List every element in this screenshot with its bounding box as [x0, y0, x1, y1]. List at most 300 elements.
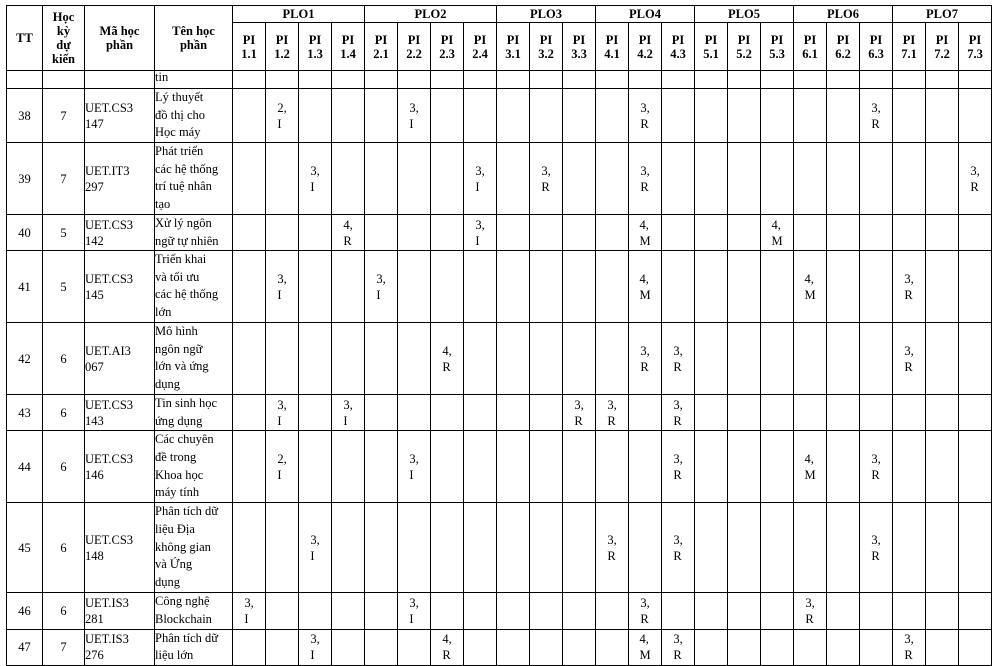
pi-cell — [926, 323, 959, 395]
pi-level-line: 3, — [640, 163, 650, 178]
pi-cell — [398, 503, 431, 593]
pi-level-line: 4, — [343, 217, 353, 232]
pi-cell — [233, 593, 266, 629]
pi-cell — [563, 593, 596, 629]
plo-header-5 — [695, 6, 794, 23]
pi-cell — [596, 395, 629, 431]
pi-header-line: 5.1 — [703, 46, 719, 61]
pi-cell — [860, 71, 893, 89]
course-name-cell — [155, 629, 233, 665]
pi-level-line: 3, — [244, 595, 254, 610]
pi-cell — [959, 629, 992, 665]
pi-cell — [530, 71, 563, 89]
course-name-line: Blockchain — [155, 611, 212, 626]
pi-level-value — [244, 595, 253, 627]
pi-cell — [398, 431, 431, 503]
table-header — [7, 6, 992, 71]
row-number: 45 — [18, 540, 31, 555]
pi-level-line: R — [673, 359, 682, 374]
pi-header — [860, 23, 893, 71]
pi-cell — [629, 323, 662, 395]
pi-header-line: PI — [869, 32, 883, 47]
pi-cell — [299, 143, 332, 215]
pi-cell — [629, 71, 662, 89]
course-code-line: UET.AI3 — [85, 343, 131, 358]
pi-header — [332, 23, 365, 71]
pi-level-value — [409, 451, 418, 483]
col-header-semester — [43, 6, 85, 71]
pi-cell — [893, 251, 926, 323]
semester-cell — [43, 593, 85, 629]
pi-cell — [629, 629, 662, 665]
pi-cell — [398, 251, 431, 323]
pi-cell — [431, 431, 464, 503]
row-number-cell — [7, 629, 43, 665]
semester-value: 6 — [60, 603, 67, 618]
row-number-cell — [7, 89, 43, 143]
pi-cell — [959, 251, 992, 323]
pi-cell — [497, 431, 530, 503]
pi-level-value — [771, 217, 782, 249]
course-name-line: liệu lớn — [155, 648, 194, 663]
pi-cell — [860, 251, 893, 323]
row-number: 39 — [18, 171, 31, 186]
pi-cell — [662, 503, 695, 593]
course-name-line: Lý thuyết — [155, 90, 204, 104]
pi-level-value — [904, 343, 913, 375]
plo-header-7 — [893, 6, 992, 23]
row-number-cell — [7, 593, 43, 629]
pi-cell — [497, 89, 530, 143]
row-number-cell — [7, 395, 43, 431]
pi-header-line: PI — [506, 32, 520, 47]
pi-cell — [827, 89, 860, 143]
pi-cell — [398, 143, 431, 215]
pi-cell — [464, 323, 497, 395]
pi-cell — [926, 503, 959, 593]
pi-level-line: 4, — [771, 217, 781, 232]
pi-header — [563, 23, 596, 71]
pi-cell — [233, 395, 266, 431]
pi-cell — [563, 395, 596, 431]
course-name-line: Các chuyên — [155, 432, 214, 447]
pi-cell — [332, 395, 365, 431]
pi-cell — [959, 431, 992, 503]
pi-level-value — [673, 631, 682, 663]
pi-cell — [662, 71, 695, 89]
col-header-tt-label: TT — [16, 31, 33, 45]
pi-cell — [431, 593, 464, 629]
pi-level-value — [607, 532, 616, 564]
pi-cell — [365, 395, 398, 431]
pi-level-value — [673, 451, 682, 483]
semester-value: 6 — [60, 351, 67, 366]
pi-cell — [761, 629, 794, 665]
pi-cell — [497, 143, 530, 215]
course-name-line: và Ứng — [155, 557, 193, 572]
pi-level-line: 3, — [904, 632, 914, 647]
pi-cell — [629, 89, 662, 143]
course-name-cell — [155, 251, 233, 323]
course-name-line: đề trong — [155, 449, 197, 464]
pi-level-line: R — [904, 359, 913, 374]
pi-header — [761, 23, 794, 71]
pi-header — [893, 23, 926, 71]
table-row — [7, 431, 992, 503]
pi-cell — [497, 71, 530, 89]
course-code-cell — [85, 215, 155, 251]
pi-cell — [728, 71, 761, 89]
semester-cell — [43, 503, 85, 593]
course-code-line: UET.CS3 — [85, 217, 134, 232]
semester-value: 5 — [60, 225, 67, 240]
course-name-line: Học máy — [155, 125, 201, 140]
course-name-line: Phân tích dữ — [155, 630, 219, 645]
course-name-line: và tối ưu — [155, 269, 200, 284]
pi-level-value — [442, 343, 451, 375]
pi-level-value — [310, 163, 319, 195]
pi-cell — [530, 215, 563, 251]
pi-cell — [728, 323, 761, 395]
pi-cell — [926, 71, 959, 89]
pi-header — [662, 23, 695, 71]
pi-cell — [893, 503, 926, 593]
pi-level-line: R — [904, 287, 913, 302]
pi-level-line: 2, — [277, 100, 287, 115]
pi-header-line: 3.3 — [571, 46, 587, 61]
semester-cell — [43, 395, 85, 431]
pi-cell — [365, 143, 398, 215]
plo-label: PLO3 — [530, 7, 562, 21]
table-body — [7, 71, 992, 666]
pi-header-line: PI — [638, 32, 652, 47]
course-code-line: 297 — [85, 179, 104, 194]
pi-level-line: 3, — [475, 217, 485, 232]
pi-cell — [695, 395, 728, 431]
pi-cell — [464, 395, 497, 431]
pi-cell — [794, 395, 827, 431]
pi-level-value — [871, 451, 880, 483]
pi-header-line: 1.4 — [340, 46, 356, 61]
semester-value: 7 — [60, 108, 67, 123]
pi-level-line: 3, — [640, 595, 650, 610]
pi-cell — [563, 215, 596, 251]
empty-cell — [85, 71, 155, 89]
pi-level-line: 3, — [310, 163, 320, 178]
table-row — [7, 89, 992, 143]
pi-header-line: PI — [671, 32, 685, 47]
pi-cell — [794, 71, 827, 89]
pi-cell — [233, 143, 266, 215]
pi-cell — [596, 251, 629, 323]
pi-level-line: 4, — [639, 271, 649, 286]
plo-label: PLO4 — [629, 7, 661, 21]
col-header-semester-line: kiến — [52, 52, 75, 66]
pi-cell — [926, 89, 959, 143]
pi-level-line: M — [771, 233, 783, 248]
pi-cell — [893, 89, 926, 143]
pi-cell — [332, 71, 365, 89]
pi-level-line: 3, — [277, 397, 287, 412]
pi-header-line: 2.4 — [472, 46, 488, 61]
pi-cell — [530, 593, 563, 629]
course-code-line: 281 — [85, 611, 104, 626]
pi-cell — [332, 89, 365, 143]
pi-cell — [431, 323, 464, 395]
pi-level-value — [640, 595, 649, 627]
pi-header — [299, 23, 332, 71]
pi-level-line: 4, — [639, 632, 649, 647]
pi-cell — [596, 503, 629, 593]
semester-value: 6 — [60, 405, 67, 420]
course-code-line: 143 — [85, 413, 104, 428]
pi-cell — [266, 215, 299, 251]
pi-level-value — [343, 217, 352, 249]
pi-level-value — [574, 397, 583, 429]
pi-header — [794, 23, 827, 71]
pi-cell — [728, 251, 761, 323]
pi-cell — [530, 323, 563, 395]
pi-cell — [530, 629, 563, 665]
table-row — [7, 629, 992, 665]
pi-level-line: I — [277, 116, 282, 131]
pi-cell — [827, 593, 860, 629]
pi-cell — [662, 593, 695, 629]
course-code-line: UET.CS3 — [85, 397, 134, 412]
row-number: 40 — [18, 225, 31, 240]
row-number-cell — [7, 503, 43, 593]
pi-cell — [464, 71, 497, 89]
pi-level-line: I — [343, 413, 348, 428]
pi-cell — [398, 89, 431, 143]
semester-cell — [43, 89, 85, 143]
pi-cell — [728, 503, 761, 593]
plo-mapping-table — [6, 5, 992, 666]
pi-cell — [959, 593, 992, 629]
pi-cell — [629, 143, 662, 215]
pi-level-value — [442, 631, 451, 663]
pi-level-line: R — [541, 179, 550, 194]
pi-cell — [464, 629, 497, 665]
pi-cell — [530, 395, 563, 431]
pi-header-line: 3.1 — [505, 46, 521, 61]
pi-cell — [860, 395, 893, 431]
course-code-line: 142 — [85, 233, 104, 248]
course-name-line: Phân tích dữ — [155, 504, 219, 519]
pi-level-line: 3, — [574, 397, 584, 412]
course-name-line: trí tuệ nhân — [155, 179, 212, 194]
row-number-cell — [7, 323, 43, 395]
pi-header-line: 6.3 — [868, 46, 884, 61]
pi-level-line: M — [639, 287, 651, 302]
pi-level-line: I — [475, 179, 480, 194]
pi-level-line: I — [277, 467, 282, 482]
pi-cell — [794, 323, 827, 395]
pi-cell — [893, 215, 926, 251]
semester-value: 7 — [60, 640, 67, 655]
pi-cell — [464, 215, 497, 251]
pi-cell — [926, 395, 959, 431]
pi-cell — [926, 251, 959, 323]
pi-header — [695, 23, 728, 71]
pi-header-line: 6.1 — [802, 46, 818, 61]
course-code-line: UET.IS3 — [85, 632, 129, 647]
pi-level-line: 3, — [277, 271, 287, 286]
row-number: 46 — [18, 603, 31, 618]
plo-label: PLO2 — [414, 7, 447, 21]
plo-header-1 — [233, 6, 365, 23]
course-code-cell — [85, 395, 155, 431]
pi-cell — [926, 215, 959, 251]
pi-cell — [266, 143, 299, 215]
pi-level-line: R — [871, 548, 880, 563]
row-number: 44 — [18, 459, 31, 474]
pi-level-line: 3, — [904, 343, 914, 358]
pi-header — [827, 23, 860, 71]
pi-cell — [233, 251, 266, 323]
pi-level-line: R — [673, 548, 682, 563]
pi-cell — [398, 323, 431, 395]
row-number: 42 — [18, 351, 31, 366]
pi-header-line: 1.3 — [307, 46, 323, 61]
pi-level-line: R — [442, 648, 451, 663]
course-name-line: dụng — [155, 574, 180, 589]
pi-level-line: M — [804, 467, 816, 482]
pi-cell — [959, 395, 992, 431]
pi-cell — [530, 503, 563, 593]
pi-cell — [794, 251, 827, 323]
row-number: 38 — [18, 108, 31, 123]
empty-cell — [7, 71, 43, 89]
pi-cell — [794, 503, 827, 593]
table-row — [7, 503, 992, 593]
pi-header — [596, 23, 629, 71]
course-code-line: UET.CS3 — [85, 271, 134, 286]
row-number: 41 — [18, 279, 31, 294]
pi-level-value — [673, 397, 682, 429]
pi-cell — [893, 431, 926, 503]
plo-label: PLO5 — [728, 7, 760, 21]
pi-cell — [629, 431, 662, 503]
pi-cell — [464, 143, 497, 215]
pi-cell — [398, 629, 431, 665]
course-name-cell — [155, 71, 233, 89]
pi-level-line: I — [310, 648, 315, 663]
course-name-line: liệu Địa — [155, 521, 195, 536]
pi-cell — [299, 431, 332, 503]
pi-cell — [662, 431, 695, 503]
pi-cell — [431, 251, 464, 323]
col-header-course-name — [155, 6, 233, 71]
course-name-line: Phát triển — [155, 144, 204, 158]
semester-cell — [43, 215, 85, 251]
pi-level-line: R — [343, 233, 352, 248]
pi-level-value — [277, 451, 286, 483]
course-code-line: UET.CS3 — [85, 100, 134, 115]
pi-level-line: I — [310, 548, 315, 563]
pi-cell — [464, 593, 497, 629]
plo-header-4 — [596, 6, 695, 23]
pi-header — [233, 23, 266, 71]
pi-level-line: 3, — [343, 397, 353, 412]
pi-header — [431, 23, 464, 71]
pi-level-line: 3, — [673, 532, 683, 547]
pi-level-line: 3, — [310, 632, 320, 647]
course-name-line: Tin sinh học — [155, 396, 218, 411]
pi-header-line: PI — [902, 32, 916, 47]
pi-cell — [596, 71, 629, 89]
pi-header-line: PI — [308, 32, 322, 47]
pi-level-line: 3, — [409, 451, 419, 466]
pi-cell — [761, 431, 794, 503]
col-header-semester-line: Học — [52, 10, 75, 24]
pi-cell — [629, 593, 662, 629]
pi-header-line: 4.3 — [670, 46, 686, 61]
empty-cell — [43, 71, 85, 89]
pi-cell — [266, 71, 299, 89]
pi-cell — [299, 215, 332, 251]
pi-cell — [365, 71, 398, 89]
pi-level-line: R — [640, 116, 649, 131]
pi-cell — [761, 89, 794, 143]
pi-level-line: 3, — [640, 343, 650, 358]
pi-cell — [695, 503, 728, 593]
course-code-cell — [85, 89, 155, 143]
pi-level-line: R — [904, 648, 913, 663]
course-name-line: ngôn ngữ — [155, 341, 203, 356]
pi-level-value — [277, 100, 286, 132]
course-name-line: tin — [155, 70, 169, 84]
pi-cell — [761, 503, 794, 593]
pi-level-value — [673, 532, 682, 564]
pi-header-line: PI — [275, 32, 289, 47]
pi-cell — [365, 593, 398, 629]
course-code-line: 146 — [85, 467, 104, 482]
pi-level-value — [277, 271, 286, 303]
pi-level-value — [640, 100, 649, 132]
course-code-line: 147 — [85, 116, 104, 131]
pi-header — [365, 23, 398, 71]
course-name-cell — [155, 503, 233, 593]
pi-cell — [959, 71, 992, 89]
course-name-line: đồ thị cho — [155, 107, 205, 122]
pi-cell — [365, 251, 398, 323]
pi-cell — [365, 89, 398, 143]
semester-cell — [43, 629, 85, 665]
pi-header-line: PI — [935, 32, 949, 47]
pi-cell — [662, 143, 695, 215]
pi-cell — [893, 395, 926, 431]
pi-level-line: 3, — [607, 532, 617, 547]
course-name-cell — [155, 215, 233, 251]
pi-cell — [860, 503, 893, 593]
pi-level-value — [639, 631, 650, 663]
pi-level-line: 3, — [805, 595, 815, 610]
pi-level-value — [871, 100, 880, 132]
pi-header-line: PI — [770, 32, 784, 47]
pi-level-line: I — [244, 611, 249, 626]
pi-header-line: PI — [242, 32, 256, 47]
pi-header-line: 6.2 — [835, 46, 851, 61]
pi-cell — [728, 215, 761, 251]
pi-header-line: PI — [836, 32, 850, 47]
pi-level-value — [904, 271, 913, 303]
pi-cell — [497, 503, 530, 593]
table-row — [7, 143, 992, 215]
pi-cell — [695, 251, 728, 323]
row-number-cell — [7, 251, 43, 323]
pi-cell — [761, 323, 794, 395]
